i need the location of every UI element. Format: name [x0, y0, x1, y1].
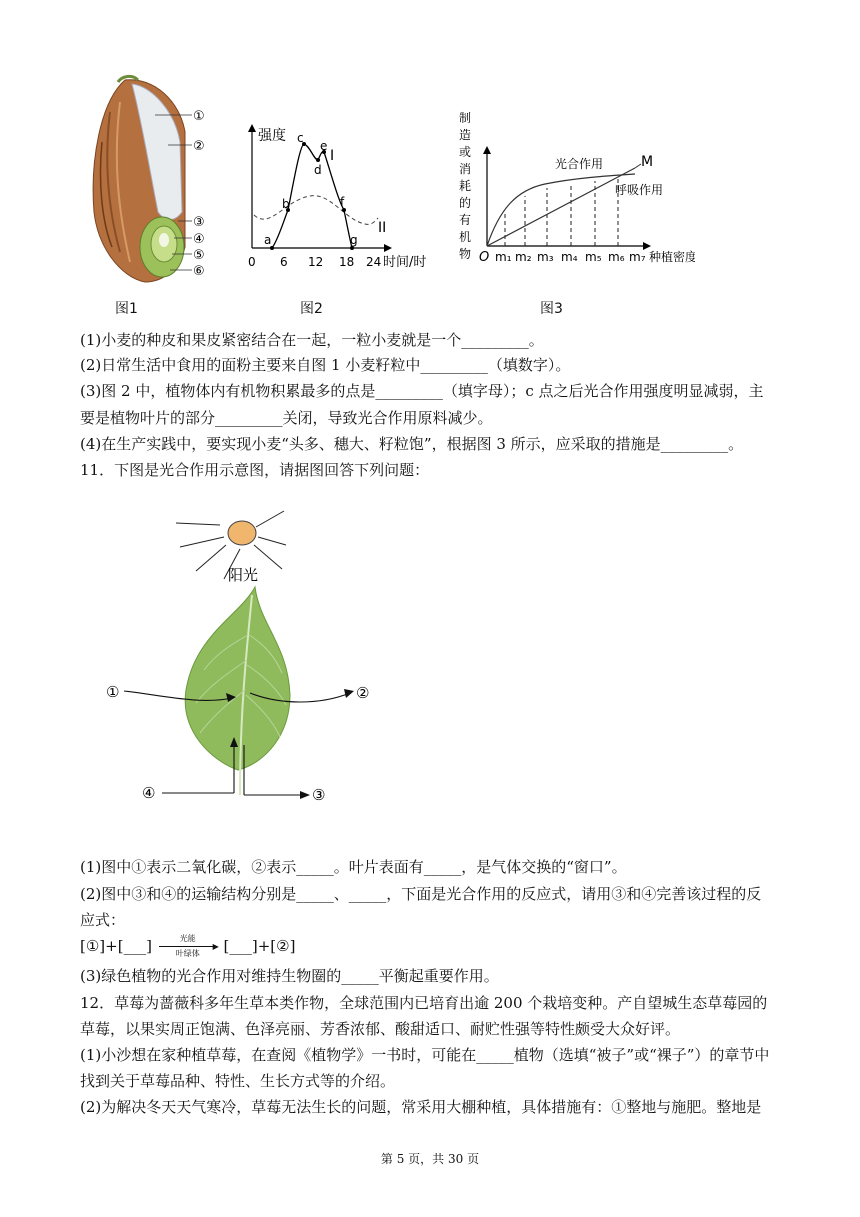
fig3-ylabel-char: 有	[459, 213, 472, 227]
planting-density-chart	[455, 108, 695, 278]
fig2-xlabel: 时间/时	[383, 255, 427, 270]
fig3-xtick: m₆	[608, 250, 625, 264]
fig3-ylabel-char: 消	[459, 162, 472, 176]
fig3-xtick: m₂	[515, 250, 532, 264]
leaf-label-2: ②	[356, 684, 370, 702]
equation-left: [①]+[___]	[80, 937, 152, 955]
figure-2	[240, 120, 440, 280]
point-c: c	[297, 131, 304, 145]
q11-title: 11．下图是光合作用示意图，请据图回答下列问题：	[80, 461, 430, 479]
fig3-xtick: m₇	[629, 250, 646, 264]
leaf-label-1: ①	[106, 683, 120, 701]
fig2-xtick-18: 18	[339, 255, 355, 269]
q10-line-4: 要是植物叶片的部分_________关闭，导致光合作用原料减少。	[80, 409, 493, 427]
fig3-ylabel-char: 制	[459, 111, 472, 125]
fig3-ylabel-char: 耗	[459, 179, 472, 193]
photosynthesis-equation	[80, 934, 295, 960]
q12-line-2: 草莓，以果实周正饱满、色泽亮丽、芳香浓郁、酸甜适口、耐贮性强等特性颇受大众好评。	[80, 1020, 681, 1038]
photosynthesis-leaf-diagram	[100, 505, 380, 815]
q11-line-1: (1)图中①表示二氧化碳，②表示_____。叶片表面有_____，是气体交换的“窗口”。	[80, 858, 627, 876]
fig3-ylabel-char: 造	[459, 128, 472, 142]
point-m-label: M	[641, 154, 654, 170]
q10-line-3: (3)图 2 中，植物体内有机物积累最多的点是_________（填字母）；c 点之后光合作用强度明显减弱，主	[80, 382, 764, 400]
figure-1	[80, 72, 230, 292]
fig1-label-2: ②	[193, 139, 205, 154]
curve-photosynthesis-label: 光合作用	[555, 157, 604, 171]
equation-right: [___]+[②]	[223, 937, 296, 955]
origin-label: O	[479, 250, 490, 265]
point-e: e	[320, 139, 328, 153]
fig1-label-5: ⑤	[193, 248, 205, 263]
wheat-grain-diagram	[80, 72, 230, 292]
fig2-xtick-0: 0	[248, 255, 256, 269]
fig2-ylabel: 强度	[258, 128, 286, 144]
fig3-ylabel-char: 或	[459, 145, 472, 159]
leaf-figure	[100, 505, 380, 815]
fig3-xlabel: 种植密度	[649, 250, 695, 264]
fig2-xtick-6: 6	[280, 255, 288, 269]
equation-below: 叶绿体	[175, 949, 200, 958]
fig3-xtick: m₃	[537, 250, 554, 264]
fig1-label-3: ③	[193, 215, 205, 230]
fig3-ylabel-char: 机	[459, 230, 472, 244]
q12-line-4: 找到关于草莓品种、特性、生长方式等的介绍。	[80, 1072, 396, 1090]
figure-3-caption: 图3	[540, 301, 563, 317]
intensity-chart	[240, 120, 440, 280]
point-a: a	[264, 233, 272, 247]
leaf-label-3: ③	[312, 786, 326, 804]
figure-3	[455, 108, 695, 278]
fig1-label-1: ①	[193, 109, 205, 124]
equation-arrow: 光能 ▶ 叶绿体	[157, 934, 219, 958]
fig3-xtick: m₁	[495, 250, 512, 264]
point-g: g	[350, 233, 358, 247]
fig2-xtick-24: 24	[366, 255, 382, 269]
fig3-ylabel-char: 物	[459, 247, 472, 261]
fig1-label-6: ⑥	[193, 264, 205, 279]
q12-line-3: (1)小沙想在家种植草莓，在查阅《植物学》一书时，可能在_____植物（选填“被子”或“裸子”）的章节中	[80, 1046, 770, 1064]
point-d: d	[314, 163, 322, 177]
fig2-xtick-12: 12	[308, 255, 324, 269]
fig3-xtick: m₅	[585, 250, 602, 264]
point-f: f	[340, 195, 345, 209]
curve-2-label: II	[378, 220, 387, 236]
q12-line-1: 12．草莓为蔷薇科多年生草本类作物，全球范围内已培育出逾 200 个栽培变种。产自望城生态草莓园的	[80, 994, 768, 1012]
q11-line-4: (3)绿色植物的光合作用对维持生物圈的_____平衡起重要作用。	[80, 967, 499, 985]
point-b: b	[282, 197, 290, 211]
curve-respiration-label: 呼吸作用	[615, 183, 664, 197]
q11-line-2: (2)图中③和④的运输结构分别是_____、_____，下面是光合作用的反应式，请用③和④完善该过程的反	[80, 885, 762, 903]
leaf-label-4: ④	[142, 784, 156, 802]
q11-line-3: 应式：	[80, 911, 126, 929]
page-footer: 第 5 页，共 30 页	[380, 1152, 480, 1166]
q10-line-2: (2)日常生活中食用的面粉主要来自图 1 小麦籽粒中_________（填数字）。	[80, 356, 571, 374]
equation-above: 光能	[179, 934, 196, 943]
fig3-ylabel-char: 的	[459, 196, 472, 210]
fig3-xtick: m₄	[561, 250, 578, 264]
curve-1-label: I	[330, 148, 335, 164]
q12-line-5: (2)为解决冬天天气寒冷，草莓无法生长的问题，常采用大棚种植，具体措施有：①整地与施肥。整地是	[80, 1098, 762, 1116]
q10-line-5: (4)在生产实践中，要实现小麦“头多、穗大、籽粒饱”，根据图 3 所示，应采取的措施是_________。	[80, 435, 744, 453]
fig1-label-4: ④	[193, 232, 205, 247]
figure-2-caption: 图2	[300, 301, 323, 317]
figure-1-caption: 图1	[115, 301, 138, 317]
q10-line-1: (1)小麦的种皮和果皮紧密结合在一起，一粒小麦就是一个_________。	[80, 331, 544, 349]
sun-icon	[228, 521, 256, 545]
sun-label: 阳光	[228, 566, 259, 584]
